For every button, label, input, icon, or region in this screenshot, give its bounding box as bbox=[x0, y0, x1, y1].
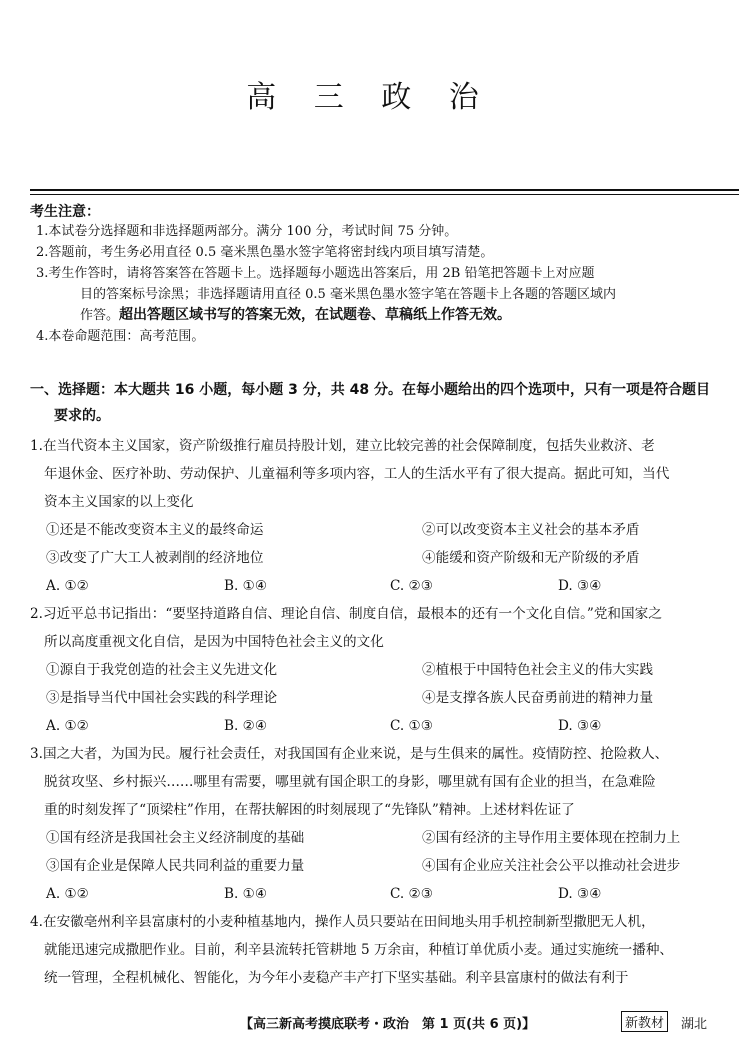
statement-option: ③国有企业是保障人民共同利益的重要力量 bbox=[46, 858, 305, 874]
question-3 bbox=[30, 740, 720, 908]
footer-region: 湖北 bbox=[681, 1017, 708, 1032]
question-stem: 1.在当代资本主义国家，资产阶级推行雇员持股计划，建立比较完善的社会保障制度，包括失业救济、老 bbox=[30, 438, 655, 454]
question-stem: 2.习近平总书记指出：“要坚持道路自信、理论自信、制度自信，最根本的还有一个文化自信。”党和国家之 bbox=[30, 606, 662, 622]
notice-block bbox=[36, 221, 716, 347]
notice-text: 作答。 bbox=[80, 308, 120, 323]
statement-option: ①源自于我党创造的社会主义先进文化 bbox=[46, 662, 278, 678]
answer-choice: C. ②③ bbox=[390, 578, 433, 594]
question-list bbox=[30, 432, 720, 992]
statement-option: ②植根于中国特色社会主义的伟大实践 bbox=[422, 662, 654, 678]
statement-options bbox=[30, 824, 720, 880]
statement-option: ①国有经济是我国社会主义经济制度的基础 bbox=[46, 830, 305, 846]
question-stem: 重的时刻发挥了“顶梁柱”作用，在帮扶解困的时刻展现了“先锋队”精神。上述材料佐证了 bbox=[44, 802, 575, 818]
section-heading bbox=[30, 377, 720, 429]
answer-choice: D. ③④ bbox=[558, 718, 602, 734]
question-stem: 所以高度重视文化自信，是因为中国特色社会主义的文化 bbox=[44, 634, 384, 650]
question-2 bbox=[30, 600, 720, 740]
statement-option: ②可以改变资本主义社会的基本矛盾 bbox=[422, 522, 640, 538]
section-heading-line: 一、选择题：本大题共 16 小题，每小题 3 分，共 48 分。在每小题给出的四个选项中，只有一项是符合题目 bbox=[30, 382, 710, 398]
header-rule-thick bbox=[30, 189, 739, 191]
question-stem: 3.国之大者，为国为民。履行社会责任，对我国国有企业来说，是与生俱来的属性。疫情防控、抢险救人、 bbox=[30, 746, 669, 762]
question-1 bbox=[30, 432, 720, 600]
notice-heading: 考生注意： bbox=[30, 204, 100, 220]
answer-choice: B. ②④ bbox=[224, 718, 268, 734]
question-stem: 4.在安徽亳州利辛县富康村的小麦种植基地内，操作人员只要站在田间地头用手机控制新型撒肥无人机， bbox=[30, 914, 655, 930]
question-4 bbox=[30, 908, 720, 992]
notice-item: 1.本试卷分选择题和非选择题两部分。满分 100 分，考试时间 75 分钟。 bbox=[36, 224, 458, 239]
notice-emphasis: 超出答题区域书写的答案无效，在试题卷、草稿纸上作答无效。 bbox=[119, 307, 512, 323]
notice-item: 3.考生作答时，请将答案答在答题卡上。选择题每小题选出答案后，用 2B 铅笔把答题卡上对应题 bbox=[36, 266, 595, 281]
notice-item: 2.答题前，考生务必用直径 0.5 毫米黑色墨水签字笔将密封线内项目填写清楚。 bbox=[36, 245, 494, 260]
answer-choices bbox=[30, 880, 720, 908]
answer-choices bbox=[30, 572, 720, 600]
answer-choice: B. ①④ bbox=[224, 578, 268, 594]
answer-choice: D. ③④ bbox=[558, 578, 602, 594]
footer-exam-info: 【高三新高考摸底联考・政治 第 1 页(共 6 页)】 bbox=[240, 1017, 536, 1032]
question-stem: 资本主义国家的以上变化 bbox=[44, 494, 194, 510]
notice-item-continued bbox=[36, 305, 716, 326]
page-title: 高 三 政 治 bbox=[246, 80, 493, 115]
question-stem: 年退休金、医疗补助、劳动保护、儿童福利等多项内容，工人的生活水平有了很大提高。据此可知，当代 bbox=[44, 466, 670, 482]
answer-choices bbox=[30, 712, 720, 740]
answer-choice: A. ①② bbox=[46, 718, 89, 734]
answer-choice: C. ②③ bbox=[390, 886, 433, 902]
header-rule-thin bbox=[30, 194, 739, 195]
statement-option: ①还是不能改变资本主义的最终命运 bbox=[46, 522, 264, 538]
statement-option: ④国有企业应关注社会公平以推动社会进步 bbox=[422, 858, 681, 874]
answer-choice: C. ①③ bbox=[390, 718, 433, 734]
section-heading-line: 要求的。 bbox=[54, 408, 110, 424]
question-stem: 就能迅速完成撒肥作业。目前，利辛县流转托管耕地 5 万余亩，种植订单优质小麦。通过实施统一播种、 bbox=[44, 942, 674, 958]
statement-option: ④能缓和资产阶级和无产阶级的矛盾 bbox=[422, 550, 640, 566]
statement-option: ③是指导当代中国社会实践的科学理论 bbox=[46, 690, 278, 706]
answer-choice: A. ①② bbox=[46, 578, 89, 594]
statement-option: ③改变了广大工人被剥削的经济地位 bbox=[46, 550, 264, 566]
statement-option: ②国有经济的主导作用主要体现在控制力上 bbox=[422, 830, 681, 846]
statement-options bbox=[30, 516, 720, 572]
statement-option: ④是支撑各族人民奋勇前进的精神力量 bbox=[422, 690, 654, 706]
question-stem: 脱贫攻坚、乡村振兴……哪里有需要，哪里就有国企职工的身影，哪里就有国有企业的担当，在急难险 bbox=[44, 774, 656, 790]
notice-item: 4.本卷命题范围：高考范围。 bbox=[36, 329, 205, 344]
question-stem: 统一管理，全程机械化、智能化，为今年小麦稳产丰产打下坚实基础。利辛县富康村的做法有利于 bbox=[44, 970, 629, 986]
notice-item-continued: 目的答案标号涂黑；非选择题请用直径 0.5 毫米黑色墨水签字笔在答题卡上各题的答题区域内 bbox=[80, 287, 616, 302]
answer-choice: B. ①④ bbox=[224, 886, 268, 902]
answer-choice: A. ①② bbox=[46, 886, 89, 902]
statement-options bbox=[30, 656, 720, 712]
answer-choice: D. ③④ bbox=[558, 886, 602, 902]
textbook-badge: 新教材 bbox=[621, 1011, 668, 1032]
